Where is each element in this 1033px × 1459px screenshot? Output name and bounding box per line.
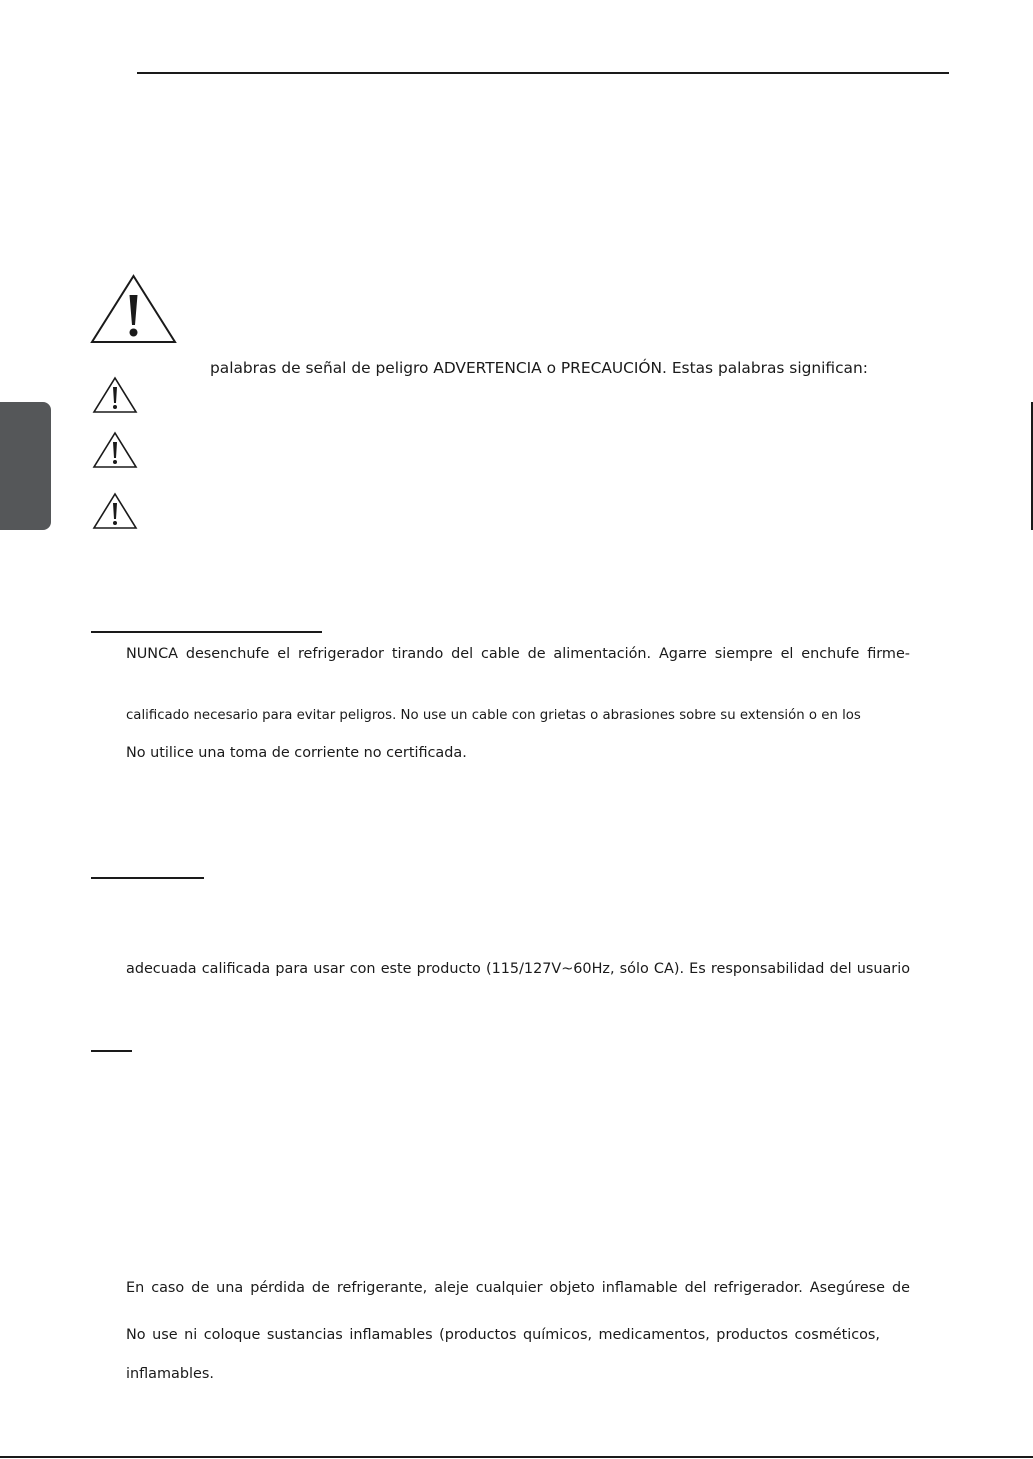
section-underline xyxy=(91,877,204,879)
signal-words-line: palabras de señal de peligro ADVERTENCIA o PRECAUCIÓN. Estas palabras significan: xyxy=(210,359,868,377)
power-cord-line-3: No utilice una toma de corriente no certificada. xyxy=(126,745,467,761)
refrigerant-line-2: No use ni coloque sustancias inflamables (productos químicos, medicamentos, productos cosméticos, xyxy=(126,1327,880,1343)
warning-triangle-icon xyxy=(89,273,178,345)
footer-rule xyxy=(0,1456,1033,1458)
language-side-tab xyxy=(0,402,51,530)
warning-triangle-icon xyxy=(92,492,138,530)
grounding-line-1: adecuada calificada para usar con este producto (115/127V~60Hz, sólo CA). Es responsabilidad del usuario xyxy=(126,961,910,977)
warning-triangle-icon xyxy=(92,431,138,469)
header-rule xyxy=(137,72,949,74)
section-underline xyxy=(91,1050,132,1052)
section-underline xyxy=(91,631,322,633)
warning-triangle-icon xyxy=(92,376,138,414)
refrigerant-line-1: En caso de una pérdida de refrigerante, aleje cualquier objeto inflamable del refrigerador. Asegúrese de xyxy=(126,1280,910,1296)
refrigerant-line-3: inflamables. xyxy=(126,1366,214,1382)
power-cord-line-2: calificado necesario para evitar peligros. No use un cable con grietas o abrasiones sobre su extensión o en los xyxy=(126,708,861,723)
power-cord-line-1: NUNCA desenchufe el refrigerador tirando del cable de alimentación. Agarre siempre el enchufe firme- xyxy=(126,646,910,662)
